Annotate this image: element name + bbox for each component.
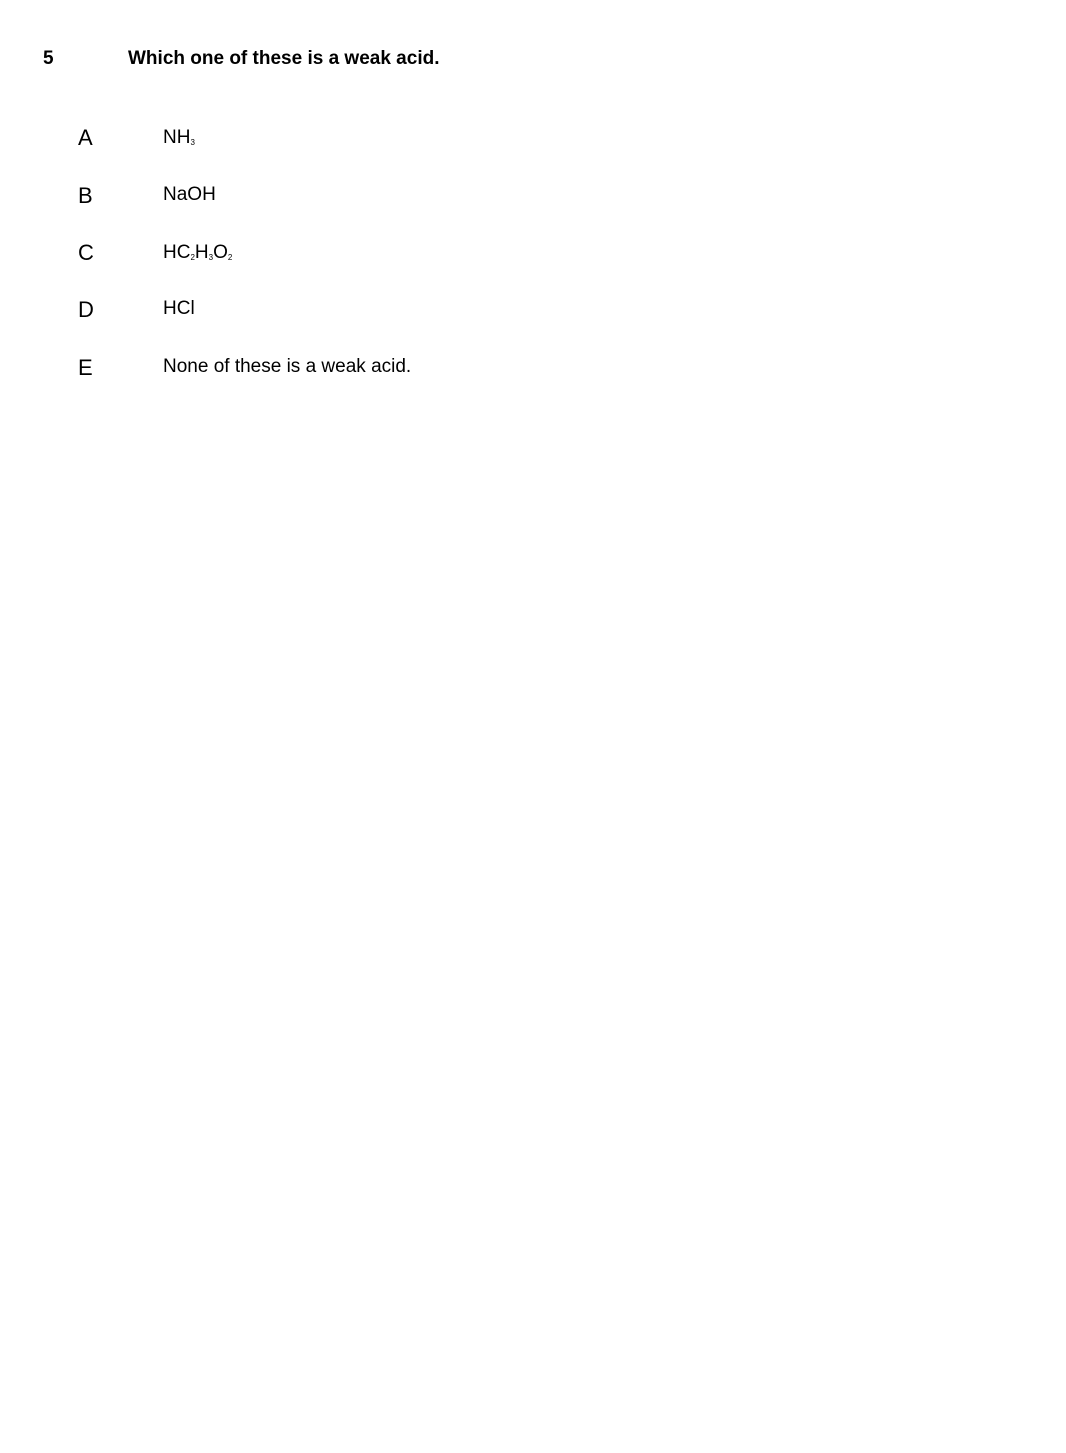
formula-subscript: 2 [190, 253, 195, 262]
option-text-a [163, 127, 195, 149]
formula-part: NH [163, 127, 191, 148]
option-text-d: HCl [163, 298, 195, 319]
formula-part: H [194, 242, 209, 263]
option-letter-d: D [78, 297, 94, 322]
formula-subscript: 3 [190, 138, 195, 147]
question-number: 5 [43, 48, 54, 69]
formula-subscript: 3 [208, 253, 214, 262]
option-letter-b: B [78, 183, 93, 208]
option-text-b: NaOH [163, 184, 216, 205]
formula-subscript: 2 [227, 253, 233, 262]
option-text-c [163, 242, 232, 264]
option-letter-a: A [78, 125, 93, 150]
formula-part: O [213, 242, 228, 263]
option-letter-c: C [78, 240, 94, 265]
option-letter-e: E [78, 355, 93, 380]
option-text-e: None of these is a weak acid. [163, 356, 412, 377]
question-text: Which one of these is a weak acid. [128, 48, 440, 69]
formula-part: HC [163, 242, 191, 263]
